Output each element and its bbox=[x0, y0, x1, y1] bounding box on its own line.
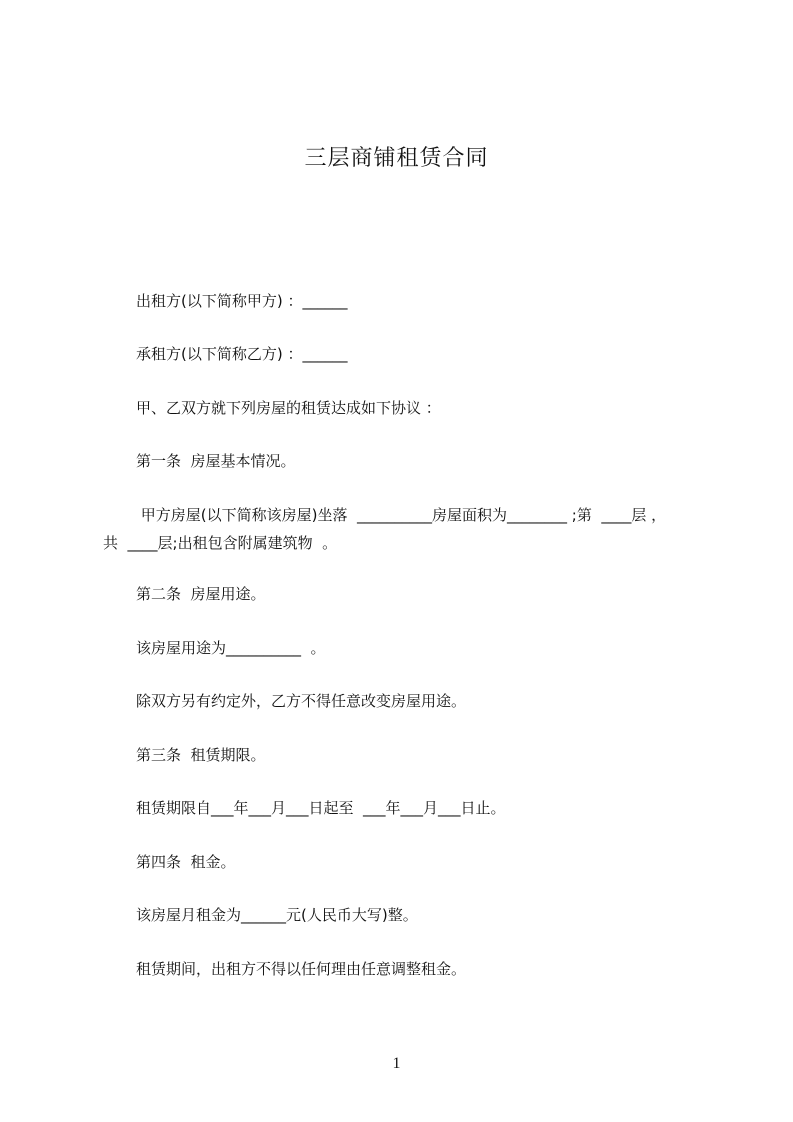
article-4-rent-amount: 该房屋月租金为______元(人民币大写)整。 bbox=[136, 906, 418, 924]
article-1-body-line-1: 甲方房屋(以下简称该房屋)坐落 __________房屋面积为________ ;第 ____层 ， bbox=[136, 506, 667, 524]
article-2-usage: 该房屋用途为__________ 。 bbox=[136, 639, 326, 657]
lessee-line: 承租方(以下简称乙方) ：______ bbox=[136, 345, 348, 363]
document-title: 三层商铺租赁合同 bbox=[304, 146, 489, 171]
article-3-heading: 第三条 租赁期限。 bbox=[136, 746, 266, 764]
article-2-restriction: 除双方另有约定外，乙方不得任意改变房屋用途。 bbox=[136, 692, 467, 710]
article-4-heading: 第四条 租金。 bbox=[136, 853, 236, 871]
article-1-heading: 第一条 房屋基本情况。 bbox=[136, 452, 296, 470]
agreement-intro: 甲、乙双方就下列房屋的租赁达成如下协议 ： bbox=[136, 399, 441, 417]
article-2-heading: 第二条 房屋用途。 bbox=[136, 585, 266, 603]
lessor-line: 出租方(以下简称甲方) ：______ bbox=[136, 292, 348, 310]
page-number: 1 bbox=[392, 1055, 401, 1072]
article-1-body-line-2: 共 ____层;出租包含附属建筑物 。 bbox=[103, 534, 338, 552]
article-4-rent-adjustment: 租赁期间，出租方不得以任何理由任意调整租金。 bbox=[136, 960, 467, 978]
article-3-term: 租赁期限自___年___月___日起至 ___年___月___日止。 bbox=[136, 799, 506, 817]
